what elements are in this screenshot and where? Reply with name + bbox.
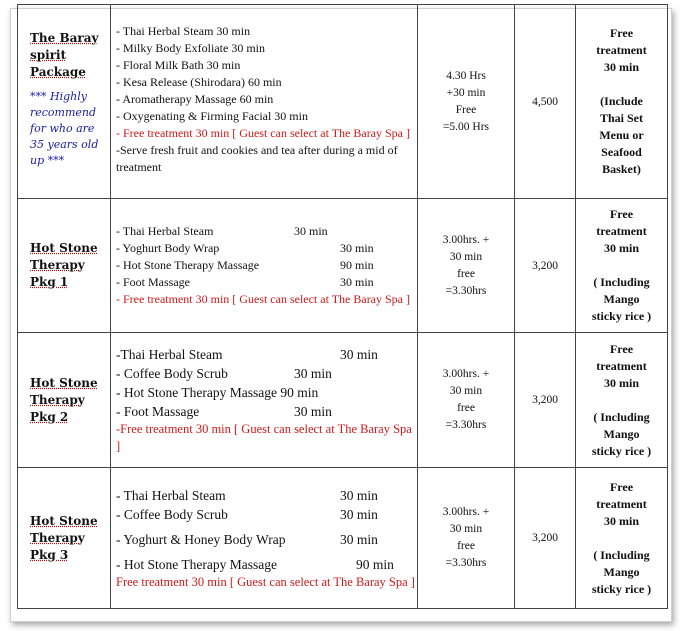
note-line: 35 years old xyxy=(30,138,99,151)
package-name-line: Therapy xyxy=(30,530,85,545)
gift-line: 30 min xyxy=(603,241,639,255)
duration-line: +30 min xyxy=(446,86,486,99)
package-name-line: Package xyxy=(30,65,86,79)
table-row xyxy=(18,333,668,468)
gift-line: Mango xyxy=(603,426,640,441)
item-label: - Thai Herbal Steam xyxy=(116,224,214,238)
list-item: - Thai Herbal Steam 30 min xyxy=(116,24,251,38)
gift-line: Free xyxy=(609,341,634,356)
price-value: 3,200 xyxy=(532,394,558,406)
note-line: for who are xyxy=(30,122,95,135)
list-item xyxy=(116,555,417,574)
list-item xyxy=(116,383,417,402)
package-name-line: Hot Stone xyxy=(30,375,98,390)
table-row xyxy=(18,5,668,199)
duration-line: 3.00hrs. + xyxy=(442,506,490,518)
recommendation-note xyxy=(18,89,110,169)
gift-line: ( Including xyxy=(593,409,650,424)
list-item: - Kesa Release (Shirodara) 60 min xyxy=(116,75,282,89)
price-value: 4,500 xyxy=(532,95,558,108)
gift-line: ( Including xyxy=(593,275,650,289)
gift-line: (Include xyxy=(600,94,643,108)
gift-line: sticky rice ) xyxy=(591,443,652,458)
free-treatment-text: - Free treatment 30 min [ Guest can select at The Baray Spa ] xyxy=(116,126,411,140)
gift-line: sticky rice ) xyxy=(591,581,652,596)
duration-line: 30 min xyxy=(449,523,483,535)
gift-cell xyxy=(576,468,668,609)
package-name-line: Pkg 2 xyxy=(30,409,69,424)
item-time: 30 min xyxy=(340,506,378,522)
list-item xyxy=(116,274,417,291)
price-cell xyxy=(515,199,576,333)
gift-line: 30 min xyxy=(603,60,639,74)
list-item xyxy=(116,486,417,505)
item-time: 90 min xyxy=(356,556,394,572)
treatment-list-cell xyxy=(111,5,418,199)
gift-spacer xyxy=(576,530,667,547)
duration-line: 3.00hrs. + xyxy=(442,233,490,246)
list-item: - Milky Body Exfoliate 30 min xyxy=(116,41,265,55)
package-name-line: Hot Stone xyxy=(30,241,98,255)
package-name-cell xyxy=(18,468,111,609)
list-item xyxy=(116,257,417,274)
duration-cell xyxy=(418,333,515,468)
table-row xyxy=(18,468,668,609)
price-cell xyxy=(515,333,576,468)
gift-line: Mango xyxy=(603,292,640,306)
duration-line: =3.30hrs xyxy=(445,284,487,297)
note-line: recommend xyxy=(30,106,97,119)
package-name-cell xyxy=(18,5,111,199)
gift-line: Free xyxy=(609,479,634,494)
item-label: - Hot Stone Therapy Massage 90 min xyxy=(116,385,319,400)
list-item: - Floral Milk Bath 30 min xyxy=(116,58,241,72)
item-label: -Thai Herbal Steam xyxy=(116,347,223,362)
package-name-cell xyxy=(18,199,111,333)
duration-line: =3.30hrs xyxy=(445,557,487,569)
item-label: - Yoghurt & Honey Body Wrap xyxy=(116,531,286,547)
table-row xyxy=(18,199,668,333)
gift-line: sticky rice ) xyxy=(591,309,652,323)
duration-line: 30 min xyxy=(449,250,483,263)
package-name-line: Therapy xyxy=(30,258,85,272)
gift-cell xyxy=(576,5,668,199)
list-item xyxy=(116,402,417,421)
extra-service-text: -Serve fresh fruit and cookies and tea after during a mid of treatment xyxy=(116,143,398,174)
price-value: 3,200 xyxy=(532,532,558,544)
item-time: 30 min xyxy=(340,275,374,289)
item-label: - Yoghurt Body Wrap xyxy=(116,241,220,255)
duration-line: free xyxy=(457,540,475,552)
duration-line: 4.30 Hrs xyxy=(446,69,486,82)
treatment-list-cell xyxy=(111,468,418,609)
gift-spacer xyxy=(576,392,667,409)
free-treatment-text: -Free treatment 30 min [ Guest can select at The Baray Spa ] xyxy=(116,422,412,453)
treatment-list-cell xyxy=(111,199,418,333)
list-item: - Aromatherapy Massage 60 min xyxy=(116,92,274,106)
item-label: - Thai Herbal Steam xyxy=(116,487,226,503)
price-cell xyxy=(515,5,576,199)
gift-line: Free xyxy=(609,207,634,221)
package-name-line: Therapy xyxy=(30,392,85,407)
gift-cell xyxy=(576,333,668,468)
treatment-list-cell xyxy=(111,333,418,468)
package-name-line: spirit xyxy=(30,48,67,62)
list-item xyxy=(116,364,417,383)
item-time: 30 min xyxy=(340,487,378,503)
item-label: - Foot Massage xyxy=(116,275,190,289)
note-line: *** Highly xyxy=(30,90,87,103)
duration-line: Free xyxy=(455,103,477,116)
item-time: 30 min xyxy=(294,366,332,381)
duration-cell xyxy=(418,199,515,333)
free-treatment-text: - Free treatment 30 min [ Guest can select at The Baray Spa ] xyxy=(116,292,411,306)
item-time: 90 min xyxy=(340,258,374,272)
list-item: - Oxygenating & Firming Facial 30 min xyxy=(116,109,308,123)
package-name-cell xyxy=(18,333,111,468)
gift-cell xyxy=(576,199,668,333)
price-value: 3,200 xyxy=(532,259,558,272)
item-time: 30 min xyxy=(340,347,378,362)
note-line: up *** xyxy=(30,154,65,167)
list-item xyxy=(116,240,417,257)
gift-line: Seafood xyxy=(601,145,642,159)
list-item xyxy=(116,505,417,524)
item-time: 30 min xyxy=(294,224,328,238)
duration-line: 30 min xyxy=(449,385,483,397)
item-label: - Foot Massage xyxy=(116,404,200,419)
item-time: 30 min xyxy=(340,531,378,547)
item-label: - Hot Stone Therapy Massage xyxy=(116,258,260,272)
gift-line: treatment xyxy=(596,496,647,511)
gift-line: treatment xyxy=(596,358,647,373)
item-time: 30 min xyxy=(340,241,374,255)
gift-line: 30 min xyxy=(603,375,639,390)
item-time: 30 min xyxy=(294,404,332,419)
duration-line: 3.00hrs. + xyxy=(442,368,490,380)
package-name-line: The Baray xyxy=(30,31,99,45)
item-label: - Hot Stone Therapy Massage xyxy=(116,556,277,572)
list-item xyxy=(116,530,417,549)
duration-cell xyxy=(418,5,515,199)
gift-line: treatment xyxy=(596,224,647,238)
duration-line: =5.00 Hrs xyxy=(442,120,490,133)
free-treatment-text: Free treatment 30 min [ Guest can select at The Baray Spa ] xyxy=(116,574,415,589)
list-item xyxy=(116,345,417,364)
gift-spacer xyxy=(576,257,667,274)
item-label: - Coffee Body Scrub xyxy=(116,366,228,381)
package-name-line: Pkg 3 xyxy=(30,547,69,562)
item-label: - Coffee Body Scrub xyxy=(116,506,228,522)
package-name-line: Hot Stone xyxy=(30,513,98,528)
spa-package-table xyxy=(17,4,668,609)
gift-line: Basket) xyxy=(602,162,641,176)
package-name-line: Pkg 1 xyxy=(30,275,69,289)
gift-spacer xyxy=(576,76,667,93)
gift-line: Menu or xyxy=(599,128,644,142)
duration-line: free xyxy=(457,402,475,414)
gift-line: ( Including xyxy=(593,547,650,562)
duration-cell xyxy=(418,468,515,609)
gift-line: treatment xyxy=(596,43,647,57)
gift-line: Free xyxy=(609,26,634,40)
gift-line: 30 min xyxy=(603,513,639,528)
gift-line: Mango xyxy=(603,564,640,579)
list-item xyxy=(116,223,417,240)
duration-line: =3.30hrs xyxy=(445,419,487,431)
price-cell xyxy=(515,468,576,609)
duration-line: free xyxy=(457,267,475,280)
gift-line: Thai Set xyxy=(599,111,643,125)
